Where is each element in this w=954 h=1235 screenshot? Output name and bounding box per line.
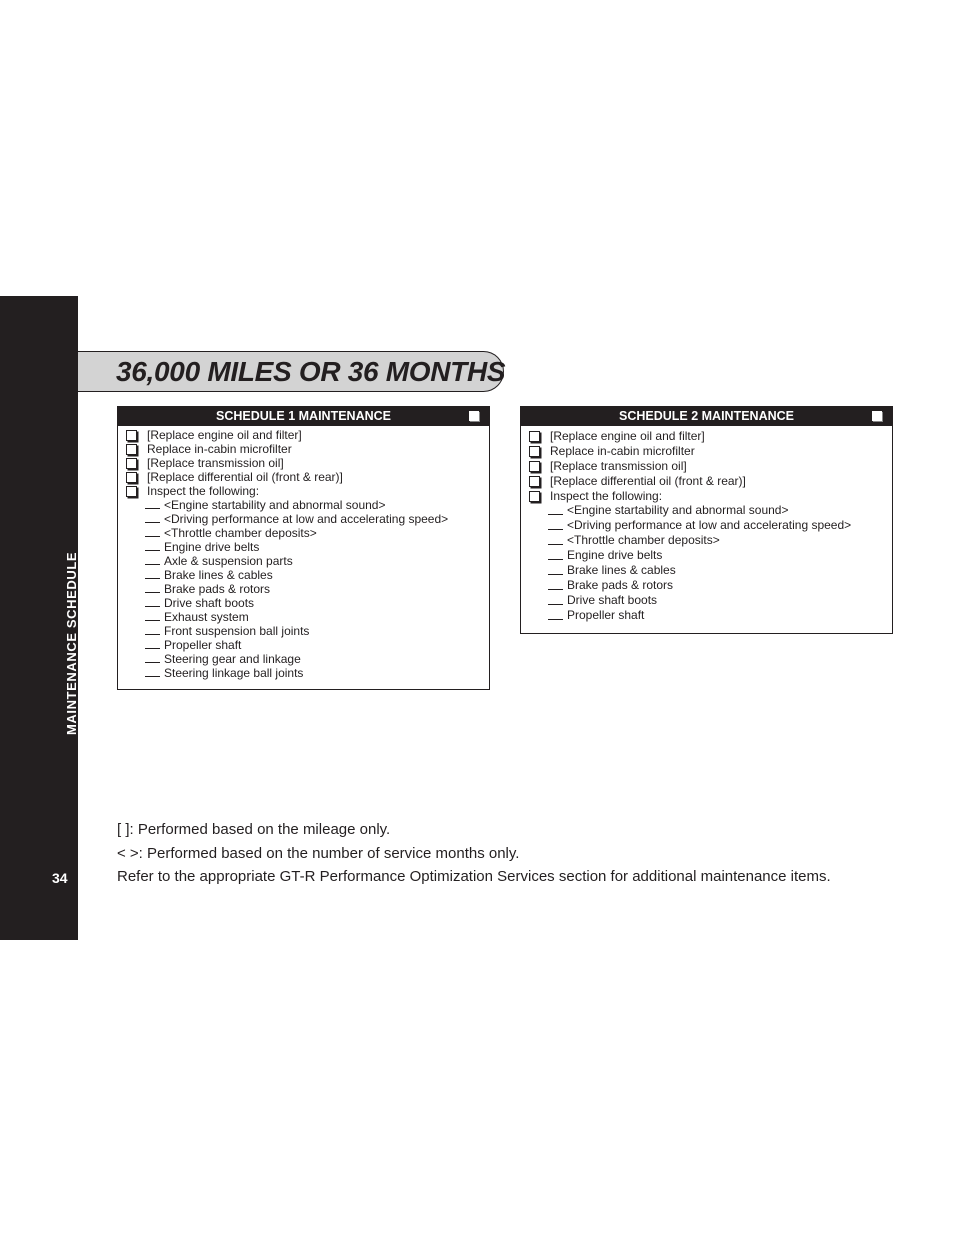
section-label: MAINTENANCE SCHEDULE (64, 551, 79, 735)
schedule-1-box (117, 406, 490, 690)
checklist-item (118, 428, 489, 442)
blank-line-icon (548, 604, 563, 605)
blank-line-icon (145, 676, 160, 677)
inspect-item-label: Exhaust system (164, 610, 249, 624)
checklist-item-label: Replace in-cabin microfilter (147, 442, 292, 456)
checklist-item (118, 456, 489, 470)
blank-line-icon (548, 559, 563, 560)
checklist-item-label: [Replace differential oil (front & rear)] (550, 473, 746, 488)
inspect-item-label: Axle & suspension parts (164, 554, 293, 568)
inspect-item (521, 518, 892, 533)
checkbox-icon[interactable] (529, 491, 540, 502)
checkbox-icon[interactable] (469, 411, 479, 421)
checklist-item-label: Inspect the following: (550, 488, 663, 503)
schedule-2-heading (521, 407, 892, 426)
blank-line-icon (548, 529, 563, 530)
note-months: < >: Performed based on the number of service months only. (117, 844, 520, 862)
inspect-item-label: Front suspension ball joints (164, 624, 310, 638)
blank-line-icon (145, 648, 160, 649)
blank-line-icon (548, 574, 563, 575)
schedule-2-list (521, 426, 892, 623)
inspect-item (521, 608, 892, 623)
inspect-item (521, 503, 892, 518)
checklist-item-label: [Replace transmission oil] (550, 458, 687, 473)
blank-line-icon (145, 564, 160, 565)
schedule-1-heading-text: SCHEDULE 1 MAINTENANCE (215, 409, 391, 423)
blank-line-icon (548, 544, 563, 545)
inspect-item (118, 596, 489, 610)
checkbox-icon[interactable] (529, 431, 540, 442)
inspect-item (521, 593, 892, 608)
inspect-item (118, 568, 489, 582)
inspect-item-label: <Driving performance at low and accelerating speed> (164, 512, 449, 526)
inspect-item-label: Brake lines & cables (567, 563, 676, 578)
inspect-item-label: Brake pads & rotors (567, 577, 674, 592)
inspect-item (118, 540, 489, 554)
inspect-item-label: Engine drive belts (567, 548, 663, 563)
checklist-item (118, 470, 489, 484)
blank-line-icon (145, 536, 160, 537)
checklist-item-label: Inspect the following: (147, 484, 260, 498)
inspect-item-label: Engine drive belts (164, 540, 260, 554)
inspect-item-label: <Throttle chamber deposits> (164, 526, 317, 540)
blank-line-icon (548, 589, 563, 590)
schedule-2-box (520, 406, 893, 634)
inspect-item (118, 498, 489, 512)
blank-line-icon (145, 662, 160, 663)
checklist-item (118, 442, 489, 456)
inspect-item-label: Drive shaft boots (164, 596, 255, 610)
checkbox-icon[interactable] (126, 472, 137, 483)
notes (117, 820, 831, 891)
inspect-item (521, 578, 892, 593)
checklist-item (521, 429, 892, 444)
inspect-item-label: Brake lines & cables (164, 568, 273, 582)
inspect-item (521, 563, 892, 578)
page-number: 34 (52, 870, 68, 886)
checklist-item (118, 484, 489, 498)
checkbox-icon[interactable] (529, 446, 540, 457)
inspect-item-label: Brake pads & rotors (164, 582, 271, 596)
note-refer: Refer to the appropriate GT-R Performance Optimization Services section for additional maintenance items. (117, 868, 831, 885)
checklist-item (521, 459, 892, 474)
blank-line-icon (145, 592, 160, 593)
schedule-1-heading (118, 407, 489, 426)
checklist-item (521, 489, 892, 504)
checkbox-icon[interactable] (126, 430, 137, 441)
page-title: 36,000 MILES OR 36 MONTHS (116, 356, 506, 387)
inspect-item (521, 533, 892, 548)
title-bar (78, 351, 504, 392)
blank-line-icon (548, 514, 563, 515)
checklist-item-label: [Replace engine oil and filter] (550, 429, 705, 443)
inspect-item (118, 610, 489, 624)
checkbox-icon[interactable] (126, 458, 137, 469)
blank-line-icon (548, 619, 563, 620)
checklist-item-label: Replace in-cabin microfilter (550, 443, 695, 458)
blank-line-icon (145, 634, 160, 635)
inspect-item (118, 652, 489, 666)
blank-line-icon (145, 508, 160, 509)
inspect-item-label: Steering gear and linkage (164, 652, 301, 666)
checklist-item (521, 474, 892, 489)
blank-line-icon (145, 578, 160, 579)
inspect-item-label: Drive shaft boots (567, 592, 658, 607)
note-mileage: [ ]: Performed based on the mileage only. (117, 821, 391, 838)
schedule-2-heading-text: SCHEDULE 2 MAINTENANCE (618, 409, 794, 423)
checkbox-icon[interactable] (126, 486, 137, 497)
inspect-item (118, 666, 489, 680)
inspect-item (118, 638, 489, 652)
inspect-item-label: <Engine startability and abnormal sound> (164, 498, 386, 512)
inspect-item-label: <Driving performance at low and accelerating speed> (567, 518, 852, 533)
blank-line-icon (145, 522, 160, 523)
inspect-item (118, 512, 489, 526)
checklist-item-label: [Replace differential oil (front & rear)] (147, 470, 343, 484)
inspect-item-label: Propeller shaft (567, 607, 645, 622)
checkbox-icon[interactable] (872, 411, 882, 421)
inspect-item-label: Propeller shaft (164, 638, 242, 652)
checklist-item (521, 444, 892, 459)
checklist-item-label: [Replace transmission oil] (147, 456, 284, 470)
inspect-item (118, 582, 489, 596)
inspect-item (118, 526, 489, 540)
checkbox-icon[interactable] (529, 461, 540, 472)
schedule-1-list (118, 426, 489, 680)
inspect-item-label: Steering linkage ball joints (164, 666, 304, 680)
blank-line-icon (145, 550, 160, 551)
inspect-item-label: <Engine startability and abnormal sound> (567, 503, 789, 518)
inspect-item (118, 554, 489, 568)
blank-line-icon (145, 606, 160, 607)
inspect-item-label: <Throttle chamber deposits> (567, 533, 720, 548)
inspect-item (118, 624, 489, 638)
checkbox-icon[interactable] (529, 476, 540, 487)
checklist-item-label: [Replace engine oil and filter] (147, 428, 302, 442)
inspect-item (521, 548, 892, 563)
blank-line-icon (145, 620, 160, 621)
checkbox-icon[interactable] (126, 444, 137, 455)
